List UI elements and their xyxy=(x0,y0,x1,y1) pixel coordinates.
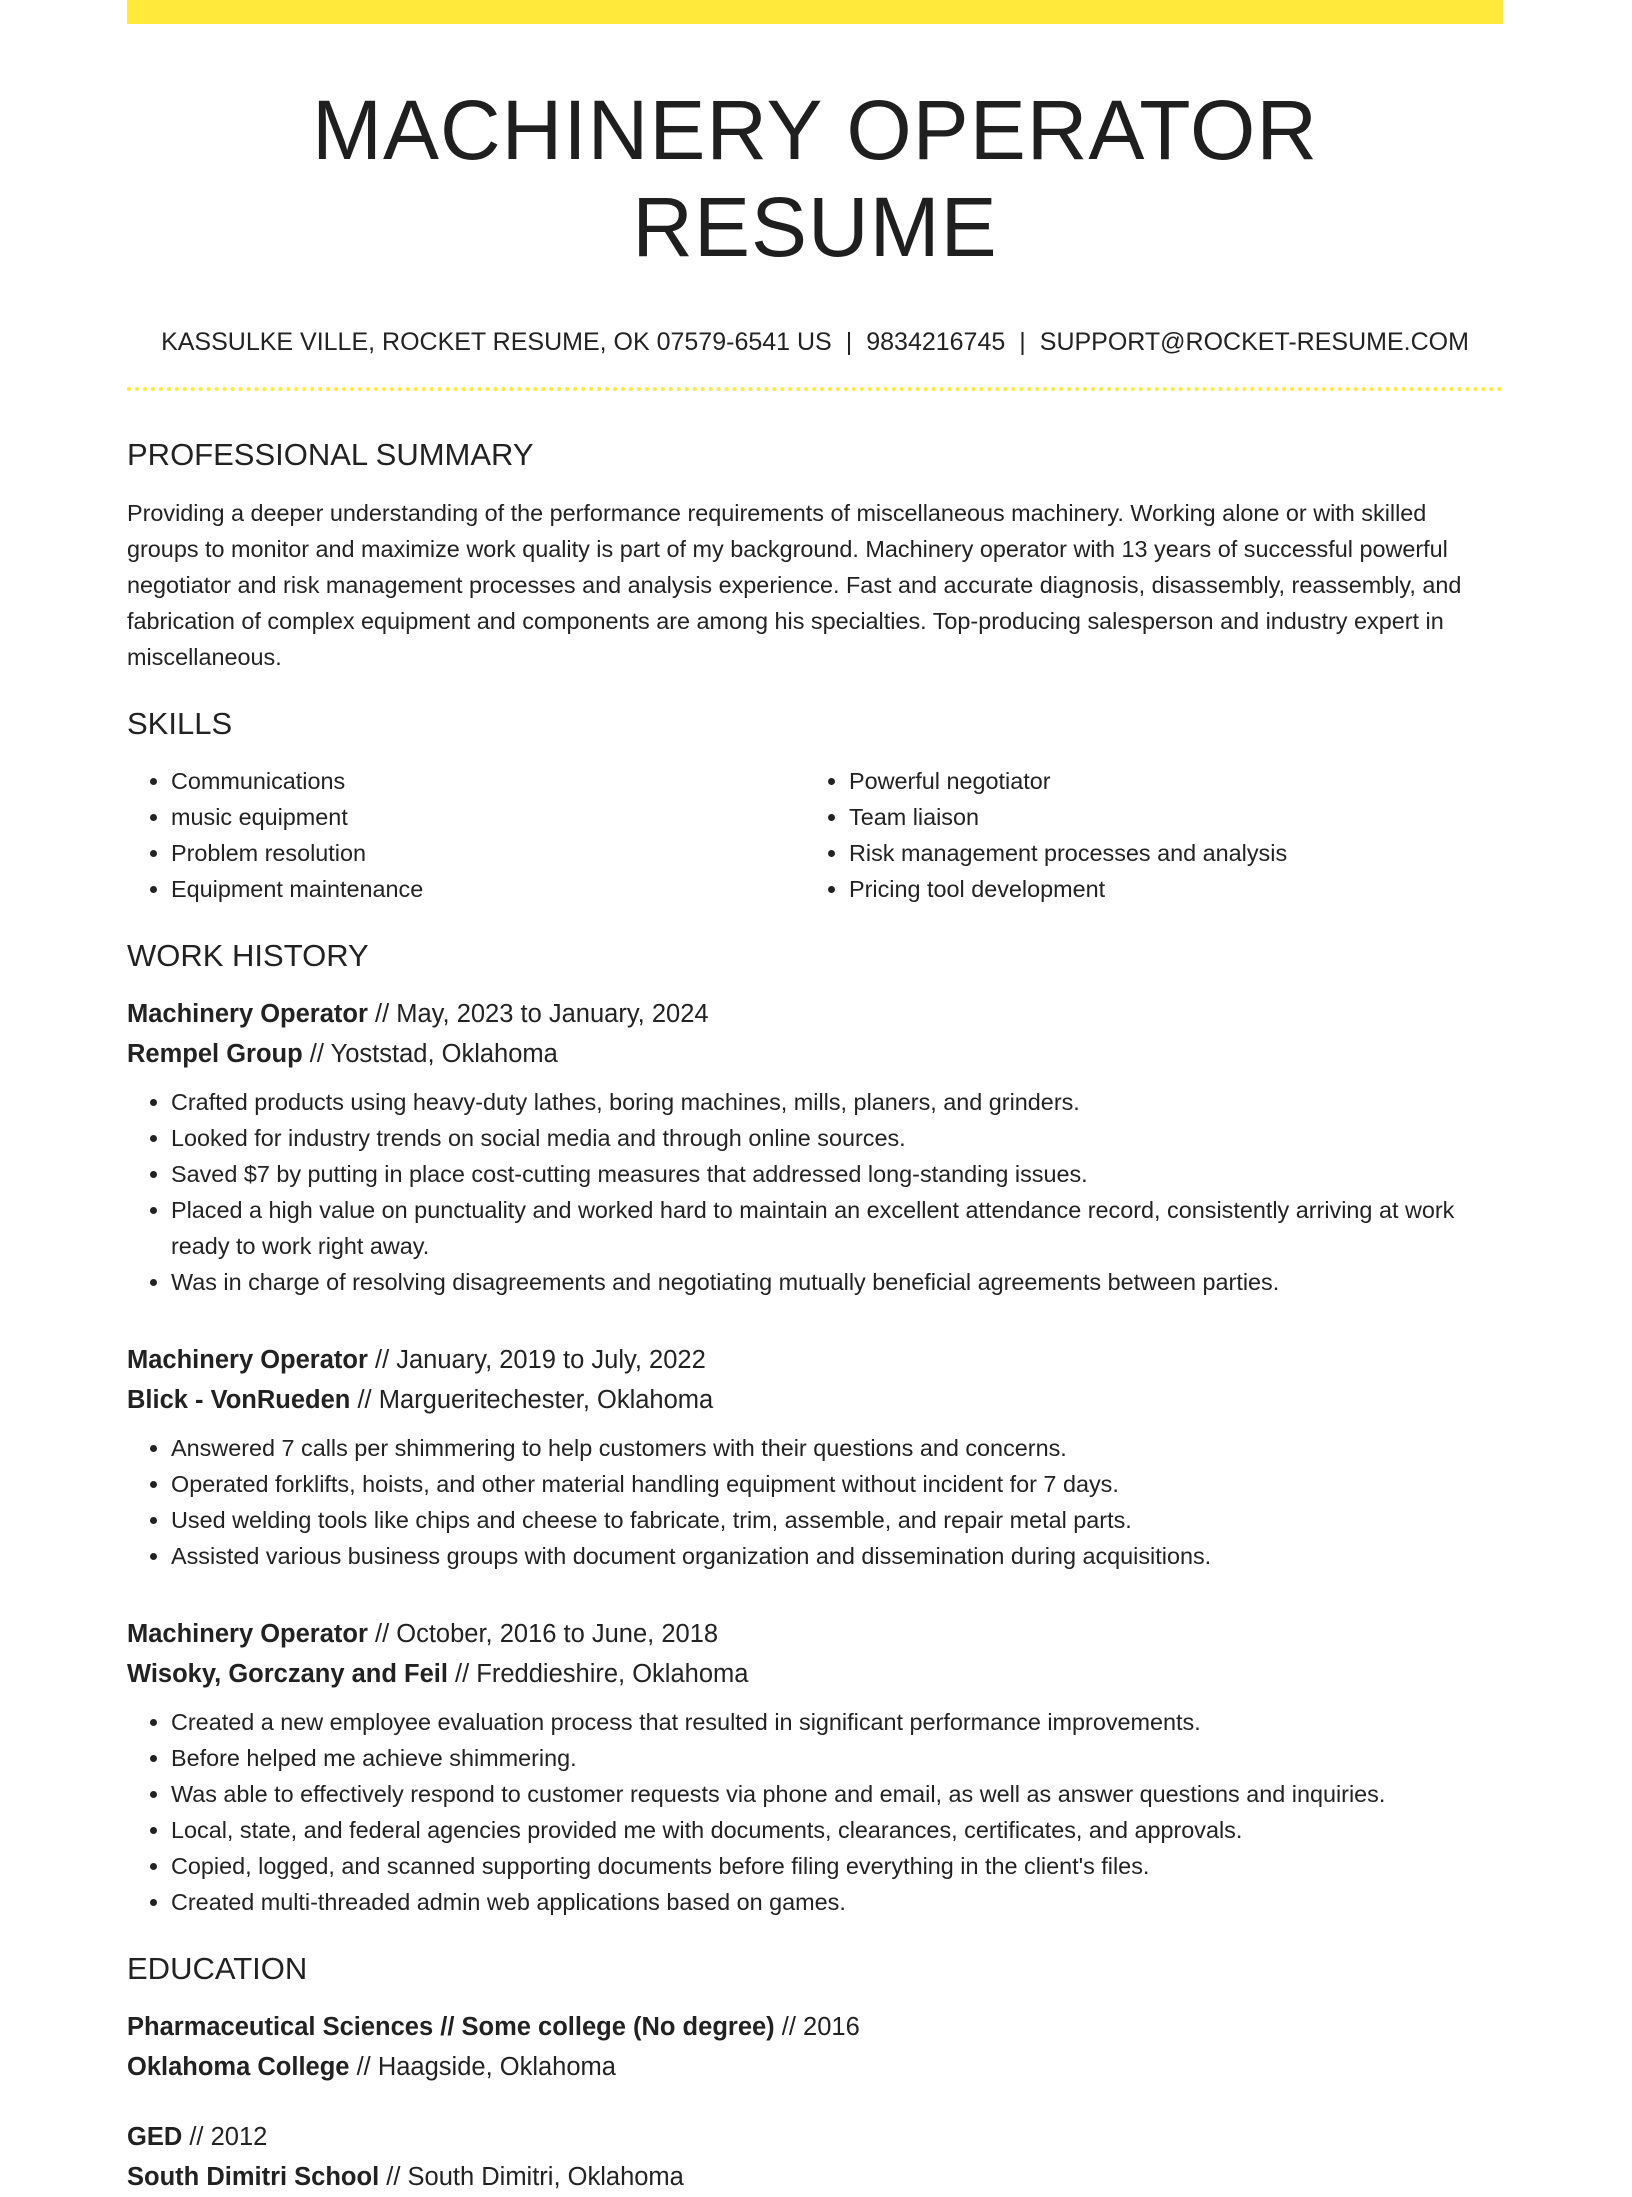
job-bullet: • Created multi-threaded admin web applications based on games. xyxy=(171,1884,1503,1920)
job-company-line xyxy=(127,1380,1503,1420)
education-year: // 2016 xyxy=(774,2012,860,2041)
contact-email: SUPPORT@ROCKET-RESUME.COM xyxy=(1039,328,1469,357)
resume-page xyxy=(127,0,1503,2197)
skill-item: • Problem resolution xyxy=(171,835,805,871)
job-bullet: • Placed a high value on punctuality and worked hard to maintain an excellent attendance record, consistently arriving at work ready to work right away. xyxy=(171,1192,1503,1264)
education-degree: GED xyxy=(127,2122,183,2151)
job-bullets xyxy=(127,1430,1503,1574)
job-title: Machinery Operator xyxy=(127,999,368,1028)
contact-phone: 9834216745 xyxy=(866,328,1006,357)
job-company-line xyxy=(127,1034,1503,1074)
job-title-line xyxy=(127,1614,1503,1654)
contact-line xyxy=(127,327,1503,357)
skills-column-right xyxy=(805,763,1483,907)
job-entry xyxy=(127,1340,1503,1574)
job-bullet: • Copied, logged, and scanned supporting documents before filing everything in the client's files. xyxy=(171,1848,1503,1884)
job-location: // Freddieshire, Oklahoma xyxy=(447,1659,749,1688)
education-school-line xyxy=(127,2157,1503,2197)
contact-address: KASSULKE VILLE, ROCKET RESUME, OK 07579-6541 US xyxy=(161,328,832,357)
education-location: // Haagside, Oklahoma xyxy=(349,2052,616,2081)
job-bullet: • Was in charge of resolving disagreements and negotiating mutually beneficial agreements between parties. xyxy=(171,1264,1503,1300)
job-location: // Yoststad, Oklahoma xyxy=(302,1039,558,1068)
education-location: // South Dimitri, Oklahoma xyxy=(379,2162,684,2191)
work-history-heading: WORK HISTORY xyxy=(127,937,369,973)
job-bullets xyxy=(127,1704,1503,1920)
skill-item: • Powerful negotiator xyxy=(849,763,1483,799)
job-bullet: • Local, state, and federal agencies provided me with documents, clearances, certificates, and approvals. xyxy=(171,1812,1503,1848)
contact-separator: | xyxy=(845,328,853,357)
education-entry xyxy=(127,2007,1503,2087)
education-degree-line xyxy=(127,2117,1503,2157)
job-bullet: • Looked for industry trends on social media and through online sources. xyxy=(171,1120,1503,1156)
job-company: Rempel Group xyxy=(127,1039,303,1068)
job-company-line xyxy=(127,1654,1503,1694)
job-bullet: • Answered 7 calls per shimmering to help customers with their questions and concerns. xyxy=(171,1430,1503,1466)
job-title-line xyxy=(127,1340,1503,1380)
skill-item: • Communications xyxy=(171,763,805,799)
education-heading: EDUCATION xyxy=(127,1950,308,1986)
contact-separator: | xyxy=(1019,328,1026,357)
summary-heading: PROFESSIONAL SUMMARY xyxy=(127,437,534,473)
job-bullet: • Saved $7 by putting in place cost-cutting measures that addressed long-standing issues. xyxy=(171,1156,1503,1192)
job-entry xyxy=(127,994,1503,1300)
job-bullet: • Crafted products using heavy-duty lathes, boring machines, mills, planers, and grinders. xyxy=(171,1084,1503,1120)
page-title: MACHINERY OPERATOR RESUME xyxy=(312,83,1318,274)
skills-column-left xyxy=(127,763,805,907)
skill-item: • Pricing tool development xyxy=(849,871,1483,907)
dotted-divider xyxy=(127,387,1503,391)
education-entry xyxy=(127,2117,1503,2197)
job-dates: // October, 2016 to June, 2018 xyxy=(367,1619,719,1648)
summary-text: Providing a deeper understanding of the performance requirements of miscellaneous machinery. Working alone or with skilled groups to monitor and maximize work quality is part of my background. Machinery operator with 13 years of successful powerful negotiator and risk management processes and analysis experience. Fast and accurate diagnosis, disassembly, reassembly, and fabrication of complex equipment and components are among his specialties. Top-producing salesperson and industry expert in miscellaneous. xyxy=(127,500,1462,671)
job-bullet: • Before helped me achieve shimmering. xyxy=(171,1740,1503,1776)
job-dates: // January, 2019 to July, 2022 xyxy=(367,1345,706,1374)
job-bullet: • Assisted various business groups with document organization and dissemination during acquisitions. xyxy=(171,1538,1503,1574)
job-title: Machinery Operator xyxy=(127,1619,368,1648)
job-dates: // May, 2023 to January, 2024 xyxy=(367,999,709,1028)
education-year: // 2012 xyxy=(182,2122,268,2151)
job-bullet: • Operated forklifts, hoists, and other material handling equipment without incident for 7 days. xyxy=(171,1466,1503,1502)
job-company: Blick - VonRueden xyxy=(127,1385,351,1414)
skill-item: • music equipment xyxy=(171,799,805,835)
education-degree-line xyxy=(127,2007,1503,2047)
education-degree: Pharmaceutical Sciences // Some college (No degree) xyxy=(127,2012,775,2041)
job-bullet: • Was able to effectively respond to customer requests via phone and email, as well as answer questions and inquiries. xyxy=(171,1776,1503,1812)
job-bullets xyxy=(127,1084,1503,1300)
job-bullet: • Used welding tools like chips and cheese to fabricate, trim, assemble, and repair metal parts. xyxy=(171,1502,1503,1538)
education-school: South Dimitri School xyxy=(127,2162,380,2191)
job-title-line xyxy=(127,994,1503,1034)
education-school: Oklahoma College xyxy=(127,2052,350,2081)
skill-item: • Team liaison xyxy=(849,799,1483,835)
job-bullet: • Created a new employee evaluation process that resulted in significant performance improvements. xyxy=(171,1704,1503,1740)
job-company: Wisoky, Gorczany and Feil xyxy=(127,1659,448,1688)
job-title: Machinery Operator xyxy=(127,1345,368,1374)
skills-heading: SKILLS xyxy=(127,706,233,742)
education-school-line xyxy=(127,2047,1503,2087)
skill-item: • Equipment maintenance xyxy=(171,871,805,907)
skill-item: • Risk management processes and analysis xyxy=(849,835,1483,871)
job-entry xyxy=(127,1614,1503,1920)
top-accent-bar xyxy=(127,0,1503,24)
job-location: // Margueritechester, Oklahoma xyxy=(350,1385,714,1414)
skills-list xyxy=(127,763,1503,907)
